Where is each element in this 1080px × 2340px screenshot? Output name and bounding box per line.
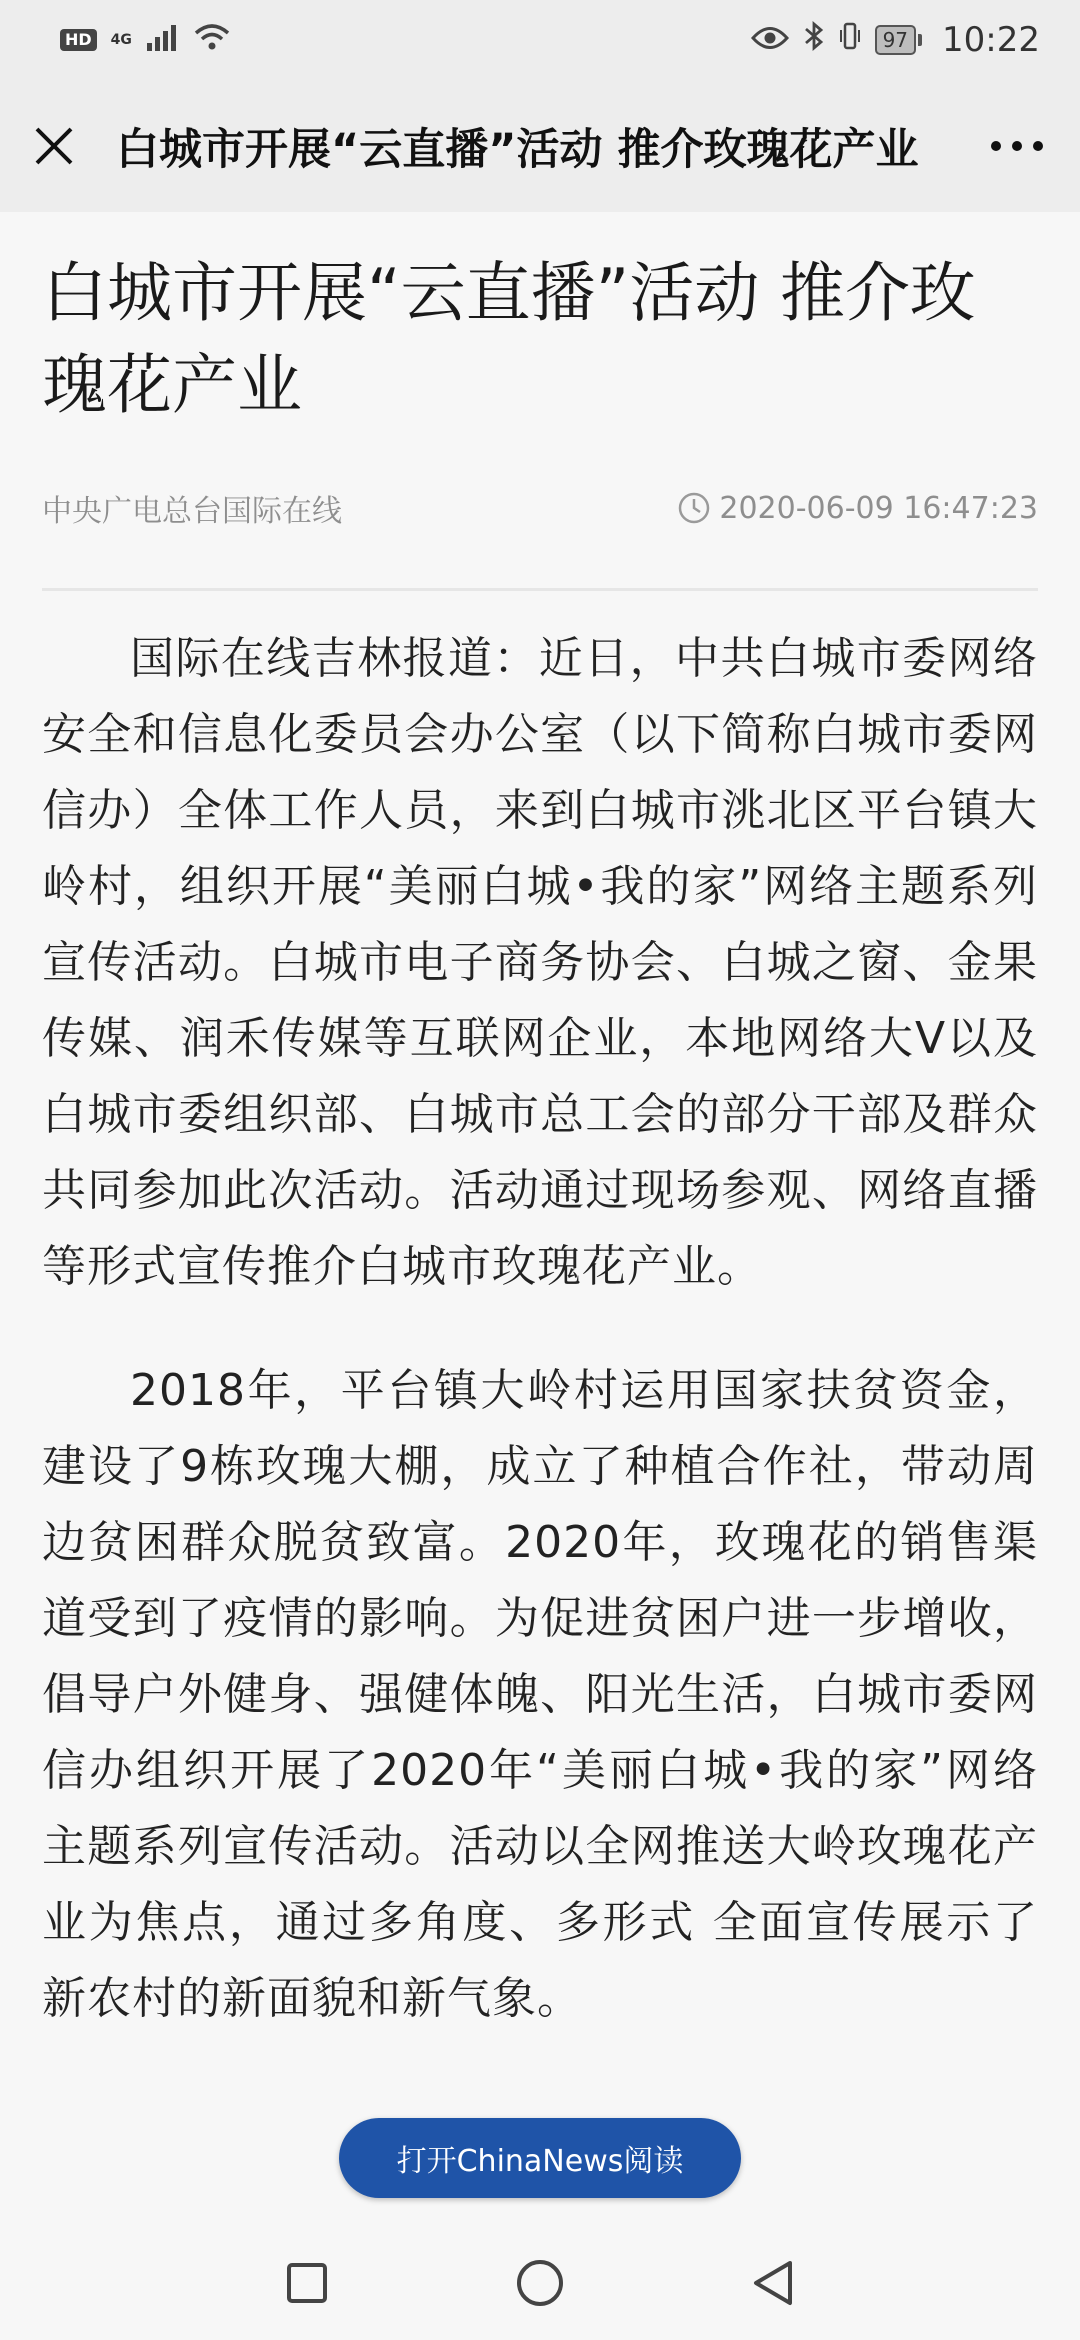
status-bar — [0, 0, 1080, 80]
status-right — [751, 20, 1040, 61]
status-left — [60, 20, 230, 60]
more-options-button[interactable] — [982, 120, 1052, 172]
square-icon — [285, 2261, 329, 2305]
nav-title: 白城市开展“云直播”活动 推介玫瑰花产业 — [116, 124, 919, 175]
article-paragraph: 国际在线吉林报道：近日，中共白城市委网络安全和信息化委员会办公室（以下简称白城市委网信办）全体工作人员，来到白城市洮北区平台镇大岭村，组织开展“美丽白城•我的家”网络主题系列宣传活动。白城市电子商务协会、白城之窗、金果传媒、润禾传媒等互联网企业，本地网络大V以及白城市委组织部、白城市总工会的部分干部及群众共同参加此次活动。活动通过现场参观、网络直播等形式宣传推介白城市玫瑰花产业。 — [42, 633, 1038, 1292]
open-in-app-button[interactable]: 打开ChinaNews阅读 — [339, 2118, 741, 2198]
more-icon — [990, 140, 1044, 152]
close-icon — [34, 126, 74, 166]
top-navigation-bar — [0, 80, 1080, 212]
battery-level: 97 — [875, 25, 916, 55]
home-button[interactable] — [510, 2253, 570, 2313]
article-paragraph: 2018年，平台镇大岭村运用国家扶贫资金，建设了9栋玫瑰大棚，成立了种植合作社，带动周边贫困群众脱贫致富。2020年，玫瑰花的销售渠道受到了疫情的影响。为促进贫困户进一步增收，倡导户外健身、强健体魄、阳光生活，白城市委网信办组织开展了2020年“美丽白城•我的家”网络主题系列宣传活动。活动以全网推送大岭玫瑰花产业为焦点，通过多角度、多形式 全面宣传展示了新农村的新面貌和新气象。 — [42, 1365, 1038, 2024]
divider — [42, 588, 1038, 591]
circle-icon — [514, 2257, 566, 2309]
article-time — [677, 491, 1038, 526]
article-content[interactable] — [0, 212, 1080, 2225]
article-source: 中央广电总台国际在线 — [42, 494, 342, 529]
back-triangle-icon — [750, 2258, 796, 2308]
vibrate-icon — [839, 20, 861, 61]
article-meta — [42, 486, 1038, 530]
clock: 10:22 — [942, 20, 1040, 60]
eye-icon — [751, 20, 789, 60]
battery-icon — [875, 25, 922, 55]
close-button[interactable] — [28, 120, 80, 172]
recent-apps-button[interactable] — [277, 2253, 337, 2313]
article-timestamp: 2020-06-09 16:47:23 — [719, 490, 1038, 526]
clock-icon — [677, 491, 711, 525]
signal-icon — [146, 20, 180, 60]
hd-badge: HD — [60, 29, 97, 51]
bluetooth-icon — [803, 20, 825, 61]
wifi-icon — [194, 20, 230, 60]
article-title: 白城市开展“云直播”活动 推介玫瑰花产业 — [42, 256, 976, 423]
back-button[interactable] — [743, 2253, 803, 2313]
system-navigation-bar — [0, 2225, 1080, 2340]
network-type: 4G — [110, 32, 132, 48]
